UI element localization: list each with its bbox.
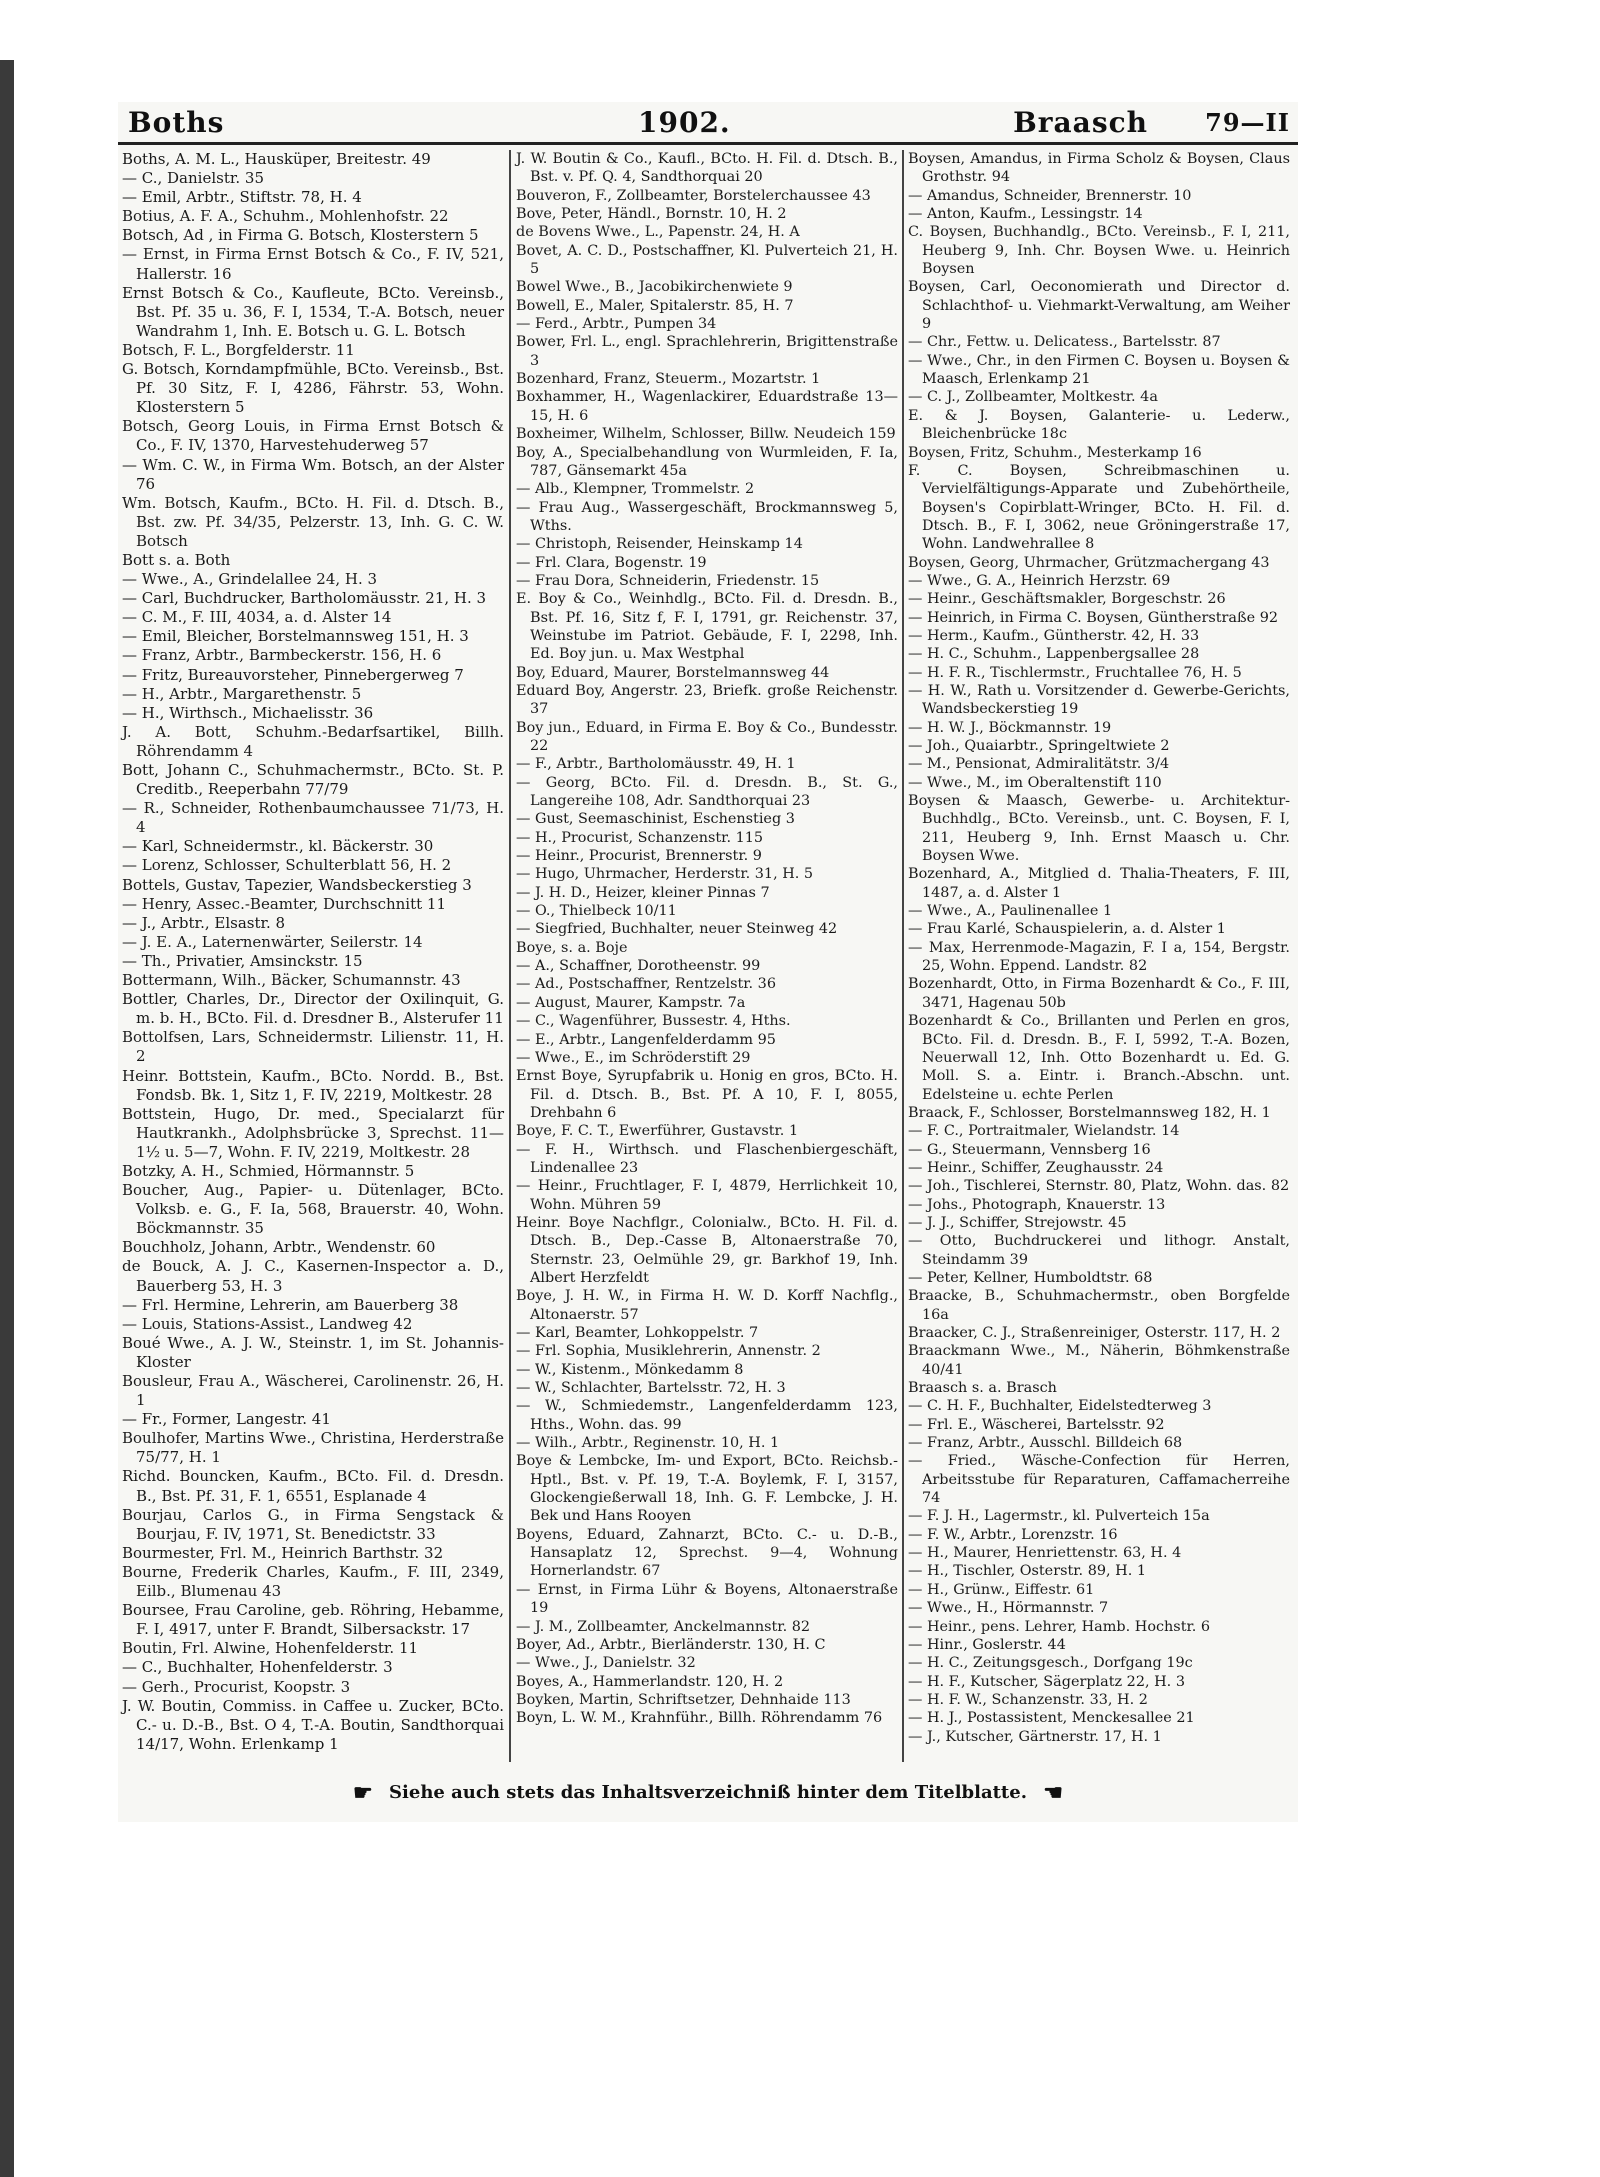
directory-entry: Bousleur, Frau A., Wäscherei, Carolinenstr. 26, H. 1 xyxy=(122,1372,504,1410)
directory-entry: — M., Pensionat, Admiralitätstr. 3/4 xyxy=(908,756,1170,773)
directory-entry: — H., Maurer, Henriettenstr. 63, H. 4 xyxy=(908,1545,1182,1562)
directory-entry: — C., Danielstr. 35 xyxy=(122,169,264,188)
directory-entry: — W., Kistenm., Mönkedamm 8 xyxy=(516,1361,744,1378)
directory-entry: Ernst Botsch & Co., Kaufleute, BCto. Vereinsb., Bst. Pf. 35 u. 36, F. I, 1534, T.-A. Botsch, neuer Wandrahm 1, Inh. E. Botsch u. G. L. Botsch xyxy=(122,283,504,340)
directory-entry: — Wwe., G. A., Heinrich Herzstr. 69 xyxy=(908,572,1171,589)
directory-entry: Bott, Johann C., Schuhmachermstr., BCto. St. P. Creditb., Reeperbahn 77/79 xyxy=(122,761,504,799)
directory-entry: G. Botsch, Korndampfmühle, BCto. Vereinsb., Bst. Pf. 30 Sitz, F. I, 4286, Fährstr. 53, Wohn. Klosterstern 5 xyxy=(122,360,504,417)
header-year: 1902. xyxy=(638,106,731,139)
directory-entry: Bowel Wwe., B., Jacobikirchenwiete 9 xyxy=(516,279,793,296)
directory-entry: Braacker, C. J., Straßenreiniger, Osterstr. 117, H. 2 xyxy=(908,1325,1281,1341)
page-header xyxy=(118,102,1298,140)
directory-entry: — Johs., Photograph, Knauerstr. 13 xyxy=(908,1196,1166,1213)
directory-entry: Ernst Boye, Syrupfabrik u. Honig en gros, BCto. H. Fil. d. Dtsch. B., Bst. Pf. A 10, F. I, 8055, Drehbahn 6 xyxy=(516,1068,898,1121)
directory-entry: Bott s. a. Both xyxy=(122,550,231,569)
directory-entry: — H. J., Postassistent, Menckesallee 21 xyxy=(908,1710,1195,1727)
directory-entry: — Wwe., A., Grindelallee 24, H. 3 xyxy=(122,570,378,589)
directory-entry: — H. W. J., Böckmannstr. 19 xyxy=(908,719,1112,736)
directory-entry: Bourne, Frederik Charles, Kaufm., F. III, 2349, Eilb., Blumenau 43 xyxy=(122,1562,504,1601)
directory-entry: Boyken, Martin, Schriftsetzer, Dehnhaide 113 xyxy=(516,1691,851,1708)
footer-note: Siehe auch stets das Inhaltsverzeichniß hinter dem Titelblatte. xyxy=(389,1782,1027,1803)
directory-page xyxy=(118,102,1298,1822)
directory-entry: — Heinr., Procurist, Brennerstr. 9 xyxy=(516,848,762,865)
directory-entry: Boué Wwe., A. J. W., Steinstr. 1, im St. Johannis-Kloster xyxy=(122,1333,504,1371)
directory-entry: — Christoph, Reisender, Heinskamp 14 xyxy=(516,536,803,553)
directory-entry: F. C. Boysen, Schreibmaschinen u. Vervielfältigungs-Apparate und Zubehörtheile, Boysen's Copirblatt-Wringer, BCto. H. Fil. d. Dtsch. B., F. I, 3062, neue Gröningerstraße 17, Wohn. Landwehrallee 8 xyxy=(908,462,1290,553)
directory-entry: — Herm., Kaufm., Güntherstr. 42, H. 33 xyxy=(908,627,1200,644)
directory-entry: — H. F. R., Tischlermstr., Fruchtallee 76, H. 5 xyxy=(908,664,1242,681)
directory-entry: — Carl, Buchdrucker, Bartholomäusstr. 21, H. 3 xyxy=(122,589,487,608)
directory-entry: Boysen, Georg, Uhrmacher, Grützmachergang 43 xyxy=(908,554,1270,571)
directory-entry: J. A. Bott, Schuhm.-Bedarfsartikel, Billh. Röhrendamm 4 xyxy=(122,722,504,760)
directory-entry: — Peter, Kellner, Humboldtstr. 68 xyxy=(908,1269,1153,1286)
directory-entry: J. W. Boutin & Co., Kaufl., BCto. H. Fil. d. Dtsch. B., Bst. v. Pf. Q. 4, Sandthorquai 20 xyxy=(516,151,898,186)
directory-entry: — Wwe., M., im Oberaltenstift 110 xyxy=(908,774,1162,791)
directory-entry: — Wwe., E., im Schröderstift 29 xyxy=(516,1049,751,1066)
directory-entry: — Hinr., Goslerstr. 44 xyxy=(908,1636,1066,1653)
directory-entry: Bottermann, Wilh., Bäcker, Schumannstr. 43 xyxy=(122,971,461,990)
pointing-hand-right-icon: ☛ xyxy=(353,1780,373,1806)
directory-entry: de Bovens Wwe., L., Papenstr. 24, H. A xyxy=(516,224,800,241)
directory-entry: — Alb., Klempner, Trommelstr. 2 xyxy=(516,481,755,498)
directory-entry: — W., Schlachter, Bartelsstr. 72, H. 3 xyxy=(516,1380,786,1397)
directory-column-1 xyxy=(122,150,504,1754)
directory-entry: Boursee, Frau Caroline, geb. Röhring, Hebamme, F. I, 4917, unter F. Brandt, Silbersackstr. 17 xyxy=(122,1601,504,1639)
directory-entry: Boucher, Aug., Papier- u. Dütenlager, BCto. Volksb. e. G., F. Ia, 568, Brauerstr. 40, Wohn. Böckmannstr. 35 xyxy=(122,1181,504,1238)
directory-entry: — Hugo, Uhrmacher, Herderstr. 31, H. 5 xyxy=(516,866,814,883)
directory-entry: Eduard Boy, Angerstr. 23, Briefk. große Reichenstr. 37 xyxy=(516,682,898,718)
directory-entry: — Fritz, Bureauvorsteher, Pinnebergerweg 7 xyxy=(122,665,464,684)
directory-entry: Bouveron, F., Zollbeamter, Borstelerchaussee 43 xyxy=(516,187,871,204)
directory-entry: Bove, Peter, Händl., Bornstr. 10, H. 2 xyxy=(516,206,787,223)
directory-entry: — Fried., Wäsche-Confection für Herren, Arbeitsstube für Reparaturen, Caffamacherreihe 74 xyxy=(908,1453,1290,1507)
directory-entry: — F. C., Portraitmaler, Wielandstr. 14 xyxy=(908,1123,1180,1140)
header-right-keyword: Braasch xyxy=(1013,106,1148,139)
directory-entry: Bozenhardt, Otto, in Firma Bozenhardt & Co., F. III, 3471, Hagenau 50b xyxy=(908,976,1290,1011)
directory-entry: — J. H. D., Heizer, kleiner Pinnas 7 xyxy=(516,884,770,901)
directory-entry: Bottels, Gustav, Tapezier, Wandsbeckerstieg 3 xyxy=(122,875,472,894)
directory-entry: Bozenhardt & Co., Brillanten und Perlen en gros, BCto. Fil. d. Dresdn. B., F. I, 5992, T.-A. Bozen, Neuerwall 12, Inh. Otto Bozenhardt u. Ed. G. Moll. S. a. Eintr. i. Branch.-Abschn. unt. Edelsteine u. echte Perlen xyxy=(908,1013,1290,1103)
directory-entry: Heinr. Boye Nachflgr., Colonialw., BCto. H. Fil. d. Dtsch. B., Dep.-Casse B, Altonaerstraße 70, Sternstr. 23, Oelmühle 29, gr. Barkhof 19, Inh. Albert Herzfeldt xyxy=(516,1214,898,1286)
pointing-hand-left-icon: ☚ xyxy=(1043,1780,1063,1806)
directory-entry: Boulhofer, Martins Wwe., Christina, Herderstraße 75/77, H. 1 xyxy=(122,1429,504,1467)
directory-entry: J. W. Boutin, Commiss. in Caffee u. Zucker, BCto. C.- u. D.-B., Bst. O 4, T.-A. Boutin, Sandthorquai 14/17, Wohn. Erlenkamp 1 xyxy=(122,1696,504,1753)
directory-entry: — Heinr., Geschäftsmakler, Borgeschstr. 26 xyxy=(908,591,1226,608)
directory-entry: Boye, F. C. T., Ewerführer, Gustavstr. 1 xyxy=(516,1123,799,1140)
directory-entry: — F. H., Wirthsch. und Flaschenbiergeschäft, Lindenallee 23 xyxy=(516,1141,898,1176)
page-number: 79—II xyxy=(1205,108,1290,137)
directory-entry: Braack, F., Schlosser, Borstelmannsweg 182, H. 1 xyxy=(908,1104,1271,1121)
directory-entry: Boyens, Eduard, Zahnarzt, BCto. C.- u. D.-B., Hansaplatz 12, Sprechst. 9—4, Wohnung Hornerlandstr. 67 xyxy=(516,1526,898,1580)
directory-entry: — Fr., Former, Langestr. 41 xyxy=(122,1410,331,1429)
directory-entry: Boths, A. M. L., Hausküper, Breitestr. 49 xyxy=(122,150,431,168)
directory-entry: — H., Procurist, Schanzenstr. 115 xyxy=(516,829,764,846)
directory-entry: — Karl, Schneidermstr., kl. Bäckerstr. 30 xyxy=(122,837,434,856)
directory-entry: Richd. Bouncken, Kaufm., BCto. Fil. d. Dresdn. B., Bst. Pf. 31, F. 1, 6551, Esplanade 4 xyxy=(122,1467,504,1505)
directory-entry: — H. C., Schuhm., Lappenbergsallee 28 xyxy=(908,646,1200,663)
directory-entry: Boy, A., Specialbehandlung von Wurmleiden, F. Ia, 787, Gänsemarkt 45a xyxy=(516,444,898,479)
directory-entry: — Anton, Kaufm., Lessingstr. 14 xyxy=(908,206,1143,223)
directory-entry: — Franz, Arbtr., Barmbeckerstr. 156, H. 6 xyxy=(122,646,442,665)
directory-entry: — Gerh., Procurist, Koopstr. 3 xyxy=(122,1677,351,1696)
directory-entry: Boysen, Fritz, Schuhm., Mesterkamp 16 xyxy=(908,444,1202,461)
directory-entry: Bottstein, Hugo, Dr. med., Specialarzt für Hautkrankh., Adolphsbrücke 3, Sprechst. 11—1½ u. 5—7, Wohn. F. IV, 2219, Moltkestr. 28 xyxy=(122,1104,504,1161)
directory-entry: — Louis, Stations-Assist., Landweg 42 xyxy=(122,1314,413,1333)
directory-entry: — Siegfried, Buchhalter, neuer Steinweg 42 xyxy=(516,921,838,938)
directory-entry: — Heinr., pens. Lehrer, Hamb. Hochstr. 6 xyxy=(908,1618,1211,1635)
directory-entry: Bovet, A. C. D., Postschaffner, Kl. Pulverteich 21, H. 5 xyxy=(516,242,898,278)
directory-entry: — Franz, Arbtr., Ausschl. Billdeich 68 xyxy=(908,1435,1183,1452)
directory-entry: — J. M., Zollbeamter, Anckelmannstr. 82 xyxy=(516,1618,811,1635)
directory-entry: — Karl, Beamter, Lohkoppelstr. 7 xyxy=(516,1325,759,1341)
directory-entry: — Ad., Postschaffner, Rentzelstr. 36 xyxy=(516,976,776,993)
directory-entry: Botsch, Georg Louis, in Firma Ernst Botsch & Co., F. IV, 1370, Harvestehuderweg 57 xyxy=(122,417,504,455)
directory-entry: Boysen, Amandus, in Firma Scholz & Boysen, Claus Grothstr. 94 xyxy=(908,151,1290,186)
directory-entry: — H. C., Zeitungsgesch., Dorfgang 19c xyxy=(908,1655,1193,1672)
directory-entry: Boutin, Frl. Alwine, Hohenfelderstr. 11 xyxy=(122,1639,419,1658)
directory-entry: — H., Wirthsch., Michaelisstr. 36 xyxy=(122,703,374,722)
header-rule xyxy=(118,142,1298,145)
directory-entry: — Chr., Fettw. u. Delicatess., Bartelsstr. 87 xyxy=(908,334,1221,351)
directory-entry: E. Boy & Co., Weinhdlg., BCto. Fil. d. Dresdn. B., Bst. Pf. 16, Sitz f, F. I, 1791, gr. Reichenstr. 37, Weinstube im Patriot. Gebäude, F. I, 2298, Inh. Ed. Boy jun. u. Max Westphal xyxy=(516,591,898,663)
directory-entry: — Frl. E., Wäscherei, Bartelsstr. 92 xyxy=(908,1416,1165,1433)
directory-entry: — C., Wagenführer, Bussestr. 4, Hths. xyxy=(516,1013,791,1030)
directory-entry: Boye & Lembcke, Im- und Export, BCto. Reichsb.-Hptl., Bst. v. Pf. 19, T.-A. Boylemk, F. I, 3157, Glockengießerwall 18, Inh. G. F. Lembcke, J. H. Bek und Hans Rooyen xyxy=(516,1453,898,1525)
directory-entry: — Ernst, in Firma Ernst Botsch & Co., F. IV, 521, Hallerstr. 16 xyxy=(122,245,504,283)
directory-entry: Bozenhard, A., Mitglied d. Thalia-Theaters, F. III, 1487, a. d. Alster 1 xyxy=(908,866,1290,901)
directory-entry: Boye, J. H. W., in Firma H. W. D. Korff Nachflg., Altonaerstr. 57 xyxy=(516,1288,898,1323)
directory-entry: Botzky, A. H., Schmied, Hörmannstr. 5 xyxy=(122,1161,415,1180)
directory-entry: — August, Maurer, Kampstr. 7a xyxy=(516,994,746,1011)
directory-entry: Bottler, Charles, Dr., Director der Oxilinquit, G. m. b. H., BCto. Fil. d. Dresdner B., Alsterufer 11 xyxy=(122,990,504,1028)
directory-entry: Boxhammer, H., Wagenlackirer, Eduardstraße 13—15, H. 6 xyxy=(516,389,898,424)
directory-entry: — Frau Karlé, Schauspielerin, a. d. Alster 1 xyxy=(908,921,1226,938)
directory-entry: — C. J., Zollbeamter, Moltkestr. 4a xyxy=(908,389,1158,406)
directory-entry: — E., Arbtr., Langenfelderdamm 95 xyxy=(516,1031,776,1048)
directory-entry: — J. E. A., Laternenwärter, Seilerstr. 14 xyxy=(122,932,423,951)
directory-entry: de Bouck, A. J. C., Kasernen-Inspector a. D., Bauerberg 53, H. 3 xyxy=(122,1257,504,1295)
directory-entry: — H. F., Kutscher, Sägerplatz 22, H. 3 xyxy=(908,1673,1185,1690)
directory-entry: Bozenhard, Franz, Steuerm., Mozartstr. 1 xyxy=(516,371,821,388)
directory-entry: Boy, Eduard, Maurer, Borstelmannsweg 44 xyxy=(516,664,830,681)
directory-entry: Bourmester, Frl. M., Heinrich Barthstr. 32 xyxy=(122,1543,444,1562)
directory-entry: — Emil, Arbtr., Stiftstr. 78, H. 4 xyxy=(122,188,362,207)
directory-entry: — O., Thielbeck 10/11 xyxy=(516,903,677,920)
directory-entry: — F., Arbtr., Bartholomäusstr. 49, H. 1 xyxy=(516,756,796,773)
directory-entry: — H., Grünw., Eiffestr. 61 xyxy=(908,1581,1095,1598)
directory-entry: C. Boysen, Buchhandlg., BCto. Vereinsb., F. I, 211, Heuberg 9, Inh. Chr. Boysen Wwe. u. Heinrich Boysen xyxy=(908,224,1290,278)
directory-entry: — Frl. Sophia, Musiklehrerin, Annenstr. 2 xyxy=(516,1343,821,1360)
directory-entry: — C., Buchhalter, Hohenfelderstr. 3 xyxy=(122,1658,393,1677)
directory-entry: — Frl. Clara, Bogenstr. 19 xyxy=(516,554,707,571)
directory-entry: — J. J., Schiffer, Strejowstr. 45 xyxy=(908,1214,1127,1231)
directory-entry: — J., Arbtr., Elsastr. 8 xyxy=(122,913,286,932)
directory-entry: — Wilh., Arbtr., Reginenstr. 10, H. 1 xyxy=(516,1435,780,1452)
directory-entry: — Wm. C. W., in Firma Wm. Botsch, an der Alster 76 xyxy=(122,455,504,493)
directory-entry: — C. H. F., Buchhalter, Eidelstedterweg 3 xyxy=(908,1398,1212,1415)
directory-entry: Wm. Botsch, Kaufm., BCto. H. Fil. d. Dtsch. B., Bst. zw. Pf. 34/35, Pelzerstr. 13, Inh. G. C. W. Botsch xyxy=(122,493,504,550)
directory-column-3 xyxy=(908,150,1290,1746)
directory-entry: — W., Schmiedemstr., Langenfelderdamm 123, Hths., Wohn. das. 99 xyxy=(516,1398,898,1433)
directory-entry: — Lorenz, Schlosser, Schulterblatt 56, H. 2 xyxy=(122,856,452,875)
directory-entry: — G., Steuermann, Vennsberg 16 xyxy=(908,1141,1151,1158)
directory-entry: — H. F. W., Schanzenstr. 33, H. 2 xyxy=(908,1691,1148,1708)
directory-entry: Boysen, Carl, Oeconomierath und Director d. Schlachthof- u. Viehmarkt-Verwaltung, am Weiher 9 xyxy=(908,279,1290,333)
directory-entry: — Frau Dora, Schneiderin, Friedenstr. 15 xyxy=(516,572,820,589)
directory-entry: — Gust, Seemaschinist, Eschenstieg 3 xyxy=(516,811,795,828)
directory-entry: Bower, Frl. L., engl. Sprachlehrerin, Brigittenstraße 3 xyxy=(516,334,898,369)
directory-entry: Bourjau, Carlos G., in Firma Sengstack & Bourjau, F. IV, 1971, St. Benedictstr. 33 xyxy=(122,1505,504,1543)
directory-entry: — Otto, Buchdruckerei und lithogr. Anstalt, Steindamm 39 xyxy=(908,1233,1290,1268)
directory-entry: — A., Schaffner, Dorotheenstr. 99 xyxy=(516,958,761,975)
directory-entry: — Joh., Tischlerei, Sternstr. 80, Platz, Wohn. das. 82 xyxy=(908,1178,1290,1195)
directory-entry: — Wwe., Chr., in den Firmen C. Boysen u. Boysen & Maasch, Erlenkamp 21 xyxy=(908,352,1290,388)
directory-entry: — Georg, BCto. Fil. d. Dresdn. B., St. G., Langereihe 108, Adr. Sandthorquai 23 xyxy=(516,774,898,810)
directory-entry: Bottolfsen, Lars, Schneidermstr. Lilienstr. 11, H. 2 xyxy=(122,1028,504,1066)
page-footer xyxy=(118,1780,1298,1810)
scan-margin-top xyxy=(0,0,82,60)
directory-entry: E. & J. Boysen, Galanterie- u. Lederw., Bleichenbrücke 18c xyxy=(908,407,1290,443)
directory-entry: Heinr. Bottstein, Kaufm., BCto. Nordd. B., Bst. Fondsb. Bk. 1, Sitz 1, F. IV, 2219, Moltkestr. 28 xyxy=(122,1066,504,1104)
directory-entry: — Ernst, in Firma Lühr & Boyens, Altonaerstraße 19 xyxy=(516,1581,898,1617)
directory-entry: Braasch s. a. Brasch xyxy=(908,1380,1057,1397)
directory-entry: — Frau Aug., Wassergeschäft, Brockmannsweg 5, Wths. xyxy=(516,499,898,534)
directory-entry: — Henry, Assec.-Beamter, Durchschnitt 11 xyxy=(122,894,446,913)
directory-entry: Boxheimer, Wilhelm, Schlosser, Billw. Neudeich 159 xyxy=(516,426,896,443)
directory-entry: Boyn, L. W. M., Krahnführ., Billh. Röhrendamm 76 xyxy=(516,1710,883,1727)
directory-entry: — Wwe., H., Hörmannstr. 7 xyxy=(908,1600,1109,1617)
directory-entry: — Amandus, Schneider, Brennerstr. 10 xyxy=(908,187,1192,204)
scan-edge-shadow xyxy=(0,60,14,2177)
directory-entry: Botsch, Ad , in Firma G. Botsch, Klosterstern 5 xyxy=(122,226,479,245)
directory-entry: — Wwe., J., Danielstr. 32 xyxy=(516,1655,696,1672)
directory-entry: — Emil, Bleicher, Borstelmannsweg 151, H. 3 xyxy=(122,627,469,646)
directory-column-2 xyxy=(516,150,898,1728)
directory-entry: — R., Schneider, Rothenbaumchaussee 71/73, H. 4 xyxy=(122,799,504,837)
directory-entry: — Wwe., A., Paulinenallee 1 xyxy=(908,903,1113,920)
directory-entry: — Joh., Quaiarbtr., Springeltwiete 2 xyxy=(908,738,1170,754)
directory-entry: Botius, A. F. A., Schuhm., Mohlenhofstr. 22 xyxy=(122,207,449,226)
directory-entry: — H., Tischler, Osterstr. 89, H. 1 xyxy=(908,1563,1147,1580)
directory-entry: — Max, Herrenmode-Magazin, F. I a, 154, Bergstr. 25, Wohn. Eppend. Landstr. 82 xyxy=(908,939,1290,975)
directory-entry: — Th., Privatier, Amsinckstr. 15 xyxy=(122,951,363,970)
directory-entry: Braackmann Wwe., M., Näherin, Böhmkenstraße 40/41 xyxy=(908,1343,1290,1378)
directory-entry: — F. W., Arbtr., Lorenzstr. 16 xyxy=(908,1526,1118,1543)
directory-entry: Braacke, B., Schuhmachermstr., oben Borgfelde 16a xyxy=(908,1288,1290,1323)
directory-entry: — H., Arbtr., Margarethenstr. 5 xyxy=(122,684,362,703)
directory-columns xyxy=(118,150,1298,1770)
directory-entry: Boye, s. a. Boje xyxy=(516,939,628,956)
directory-entry: Bouchholz, Johann, Arbtr., Wendenstr. 60 xyxy=(122,1238,436,1257)
directory-entry: — H. W., Rath u. Vorsitzender d. Gewerbe-Gerichts, Wandsbeckerstieg 19 xyxy=(908,682,1290,718)
directory-entry: — F. J. H., Lagermstr., kl. Pulverteich 15a xyxy=(908,1508,1210,1525)
directory-entry: Botsch, F. L., Borgfelderstr. 11 xyxy=(122,340,355,359)
directory-entry: — J., Kutscher, Gärtnerstr. 17, H. 1 xyxy=(908,1728,1162,1745)
directory-entry: Boysen & Maasch, Gewerbe- u. Architektur-Buchhdlg., BCto. Vereinsb., unt. C. Boysen, F. I, 211, Heuberg 9, Inh. Ernst Maasch u. Chr. Boysen Wwe. xyxy=(908,793,1290,865)
header-left-keyword: Boths xyxy=(128,106,225,139)
directory-entry: Boyes, A., Hammerlandstr. 120, H. 2 xyxy=(516,1673,784,1690)
directory-entry: Boyer, Ad., Arbtr., Bierländerstr. 130, H. C xyxy=(516,1636,826,1653)
directory-entry: Boy jun., Eduard, in Firma E. Boy & Co., Bundesstr. 22 xyxy=(516,719,898,754)
directory-entry: — Ferd., Arbtr., Pumpen 34 xyxy=(516,316,717,333)
directory-entry: — Frl. Hermine, Lehrerin, am Bauerberg 38 xyxy=(122,1295,459,1314)
directory-entry: — Heinr., Schiffer, Zeughausstr. 24 xyxy=(908,1159,1164,1176)
directory-entry: — C. M., F. III, 4034, a. d. Alster 14 xyxy=(122,608,392,627)
directory-entry: Bowell, E., Maler, Spitalerstr. 85, H. 7 xyxy=(516,297,794,314)
directory-entry: — Heinrich, in Firma C. Boysen, Güntherstraße 92 xyxy=(908,609,1279,626)
directory-entry: — Heinr., Fruchtlager, F. I, 4879, Herrlichkeit 10, Wohn. Mühren 59 xyxy=(516,1178,898,1213)
